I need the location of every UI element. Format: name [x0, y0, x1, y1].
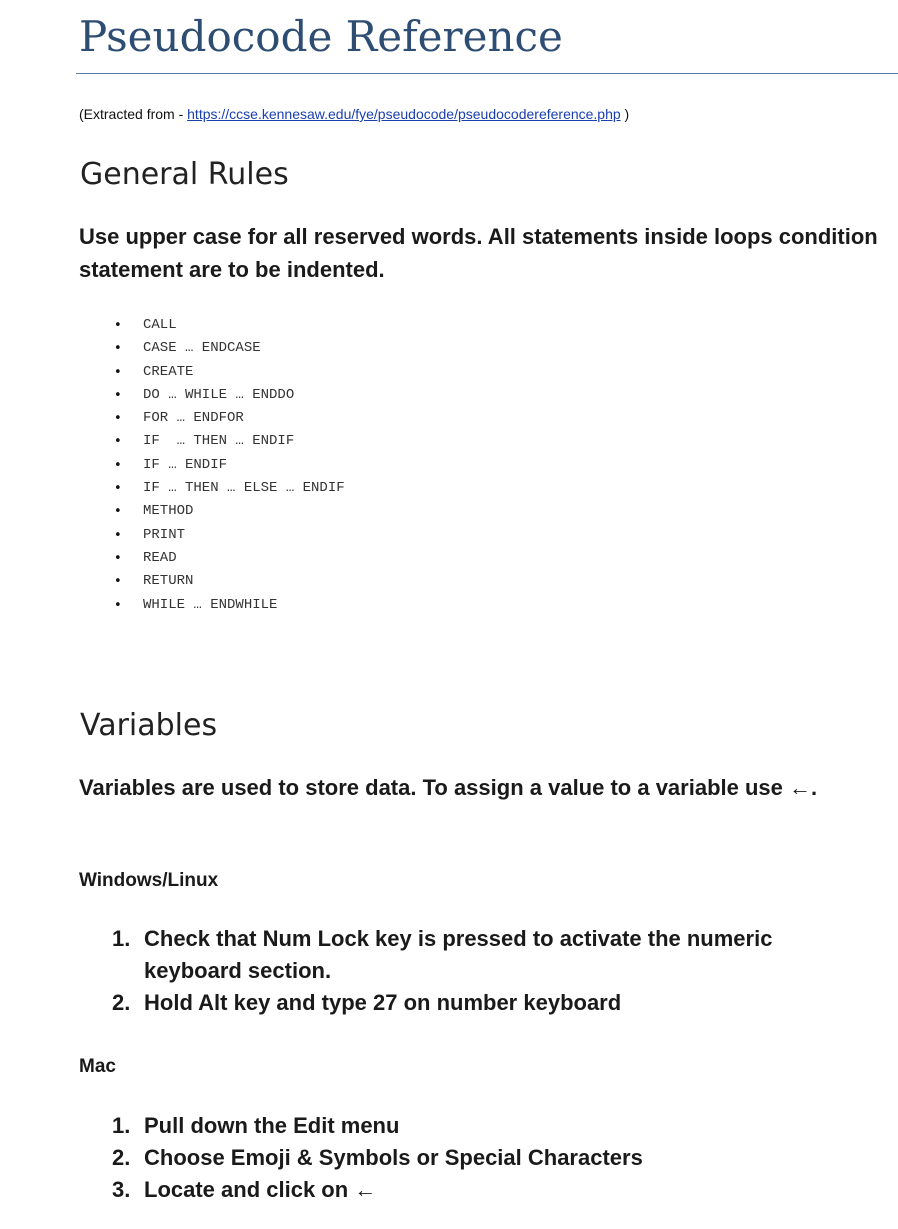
- step-text: Check that Num Lock key is pressed to activate the numeric keyboard section.: [144, 926, 773, 983]
- general-rules-heading: General Rules: [80, 157, 289, 192]
- step-text: Choose Emoji & Symbols or Special Characters: [144, 1145, 643, 1170]
- list-item: [112, 1174, 872, 1206]
- bullet-icon: •: [114, 481, 122, 497]
- list-item: [112, 923, 872, 987]
- bullet-icon: •: [114, 434, 122, 450]
- list-item: [114, 430, 345, 453]
- general-rules-description: Use upper case for all reserved words. All statements inside loops condition statement are to be indented.: [79, 224, 878, 282]
- keyword: METHOD: [143, 503, 194, 520]
- keyword: IF … ENDIF: [143, 456, 228, 473]
- keyword: CALL: [143, 317, 177, 333]
- keyword: FOR … ENDFOR: [143, 410, 244, 427]
- list-item: [114, 570, 345, 593]
- step-number: 1.: [112, 1113, 131, 1138]
- bullet-icon: •: [114, 550, 122, 566]
- bullet-icon: •: [114, 341, 122, 357]
- bullet-icon: •: [114, 457, 122, 473]
- windows-linux-heading: Windows/Linux: [79, 870, 219, 891]
- list-item: [112, 1110, 872, 1142]
- bullet-icon: •: [114, 387, 122, 403]
- keyword: RETURN: [143, 573, 194, 590]
- keyword: IF … THEN … ELSE … ENDIF: [143, 480, 345, 497]
- keyword: CREATE: [143, 363, 194, 380]
- keyword: READ: [143, 549, 177, 566]
- keyword: DO … WHILE … ENDDO: [143, 386, 295, 403]
- keyword: IF … THEN … ENDIF: [143, 433, 295, 450]
- step-number: 2.: [112, 990, 131, 1015]
- page-title: Pseudocode Reference: [79, 12, 563, 61]
- list-item: [112, 987, 872, 1019]
- list-item: [114, 477, 345, 500]
- step-text: Pull down the Edit menu: [144, 1113, 400, 1138]
- step-number: 1.: [112, 926, 131, 951]
- list-item: [114, 384, 345, 407]
- bullet-icon: •: [114, 411, 122, 427]
- keyword: CASE … ENDCASE: [143, 340, 261, 357]
- list-item: [114, 314, 345, 337]
- list-item: [114, 547, 345, 570]
- variables-heading: Variables: [80, 708, 218, 743]
- source-note: [79, 106, 629, 122]
- bullet-icon: •: [114, 574, 122, 590]
- list-item: [114, 594, 345, 617]
- step-text: Hold Alt key and type 27 on number keyboard: [144, 990, 622, 1015]
- mac-heading: Mac: [79, 1056, 116, 1077]
- bullet-icon: •: [114, 364, 122, 380]
- variables-description: Variables are used to store data. To assign a value to a variable use ←.: [79, 775, 818, 800]
- bullet-icon: •: [114, 318, 122, 333]
- source-note-suffix: ): [620, 106, 630, 122]
- list-item: [114, 500, 345, 523]
- list-item: [114, 454, 345, 477]
- bullet-icon: •: [114, 527, 122, 543]
- mac-steps-list: [112, 1110, 872, 1206]
- list-item: [114, 337, 345, 360]
- list-item: [114, 361, 345, 384]
- bullet-icon: •: [114, 597, 122, 613]
- source-note-prefix: (Extracted from -: [79, 106, 188, 122]
- reserved-words-list: [114, 314, 345, 617]
- windows-steps-list: [112, 923, 872, 1019]
- list-item: [112, 1142, 872, 1174]
- list-item: [114, 407, 345, 430]
- bullet-icon: •: [114, 504, 122, 520]
- step-text: Locate and click on ←: [144, 1177, 377, 1202]
- keyword: PRINT: [143, 526, 186, 543]
- list-item: [114, 524, 345, 547]
- step-number: 3.: [112, 1177, 131, 1202]
- keyword: WHILE … ENDWHILE: [143, 596, 278, 613]
- title-divider: [76, 73, 898, 74]
- source-link[interactable]: https://ccse.kennesaw.edu/fye/pseudocode/pseudocodereference.php: [187, 106, 621, 122]
- step-number: 2.: [112, 1145, 131, 1170]
